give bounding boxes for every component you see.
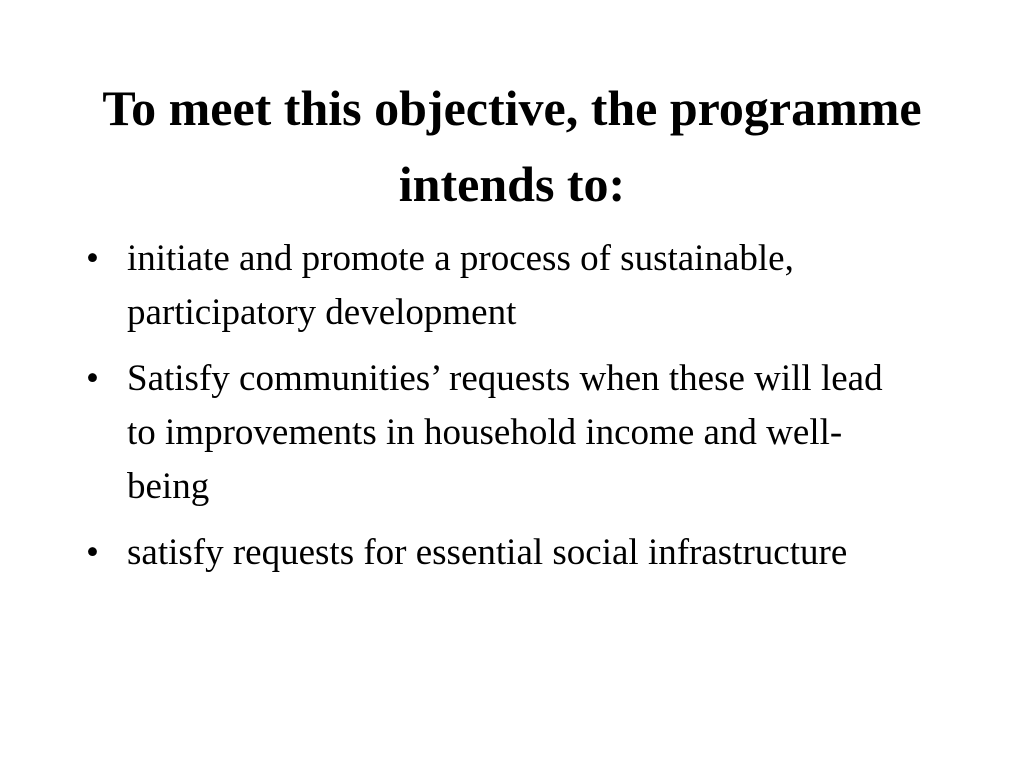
- bullet-text: initiate and promote a process of sustainable, participatory development: [127, 238, 794, 333]
- bullet-item: [86, 526, 916, 580]
- bullet-item: [86, 352, 916, 514]
- bullet-text: Satisfy communities’ requests when these will lead to improvements in household income and well-being: [127, 358, 883, 507]
- bullet-list: [86, 232, 916, 592]
- slide-title: To meet this objective, the programme intends to:: [102, 80, 922, 212]
- bullet-item: [86, 232, 916, 340]
- bullet-icon: •: [86, 532, 99, 573]
- bullet-icon: •: [86, 358, 99, 399]
- bullet-text: satisfy requests for essential social infrastructure: [127, 532, 848, 573]
- bullet-icon: •: [86, 238, 99, 279]
